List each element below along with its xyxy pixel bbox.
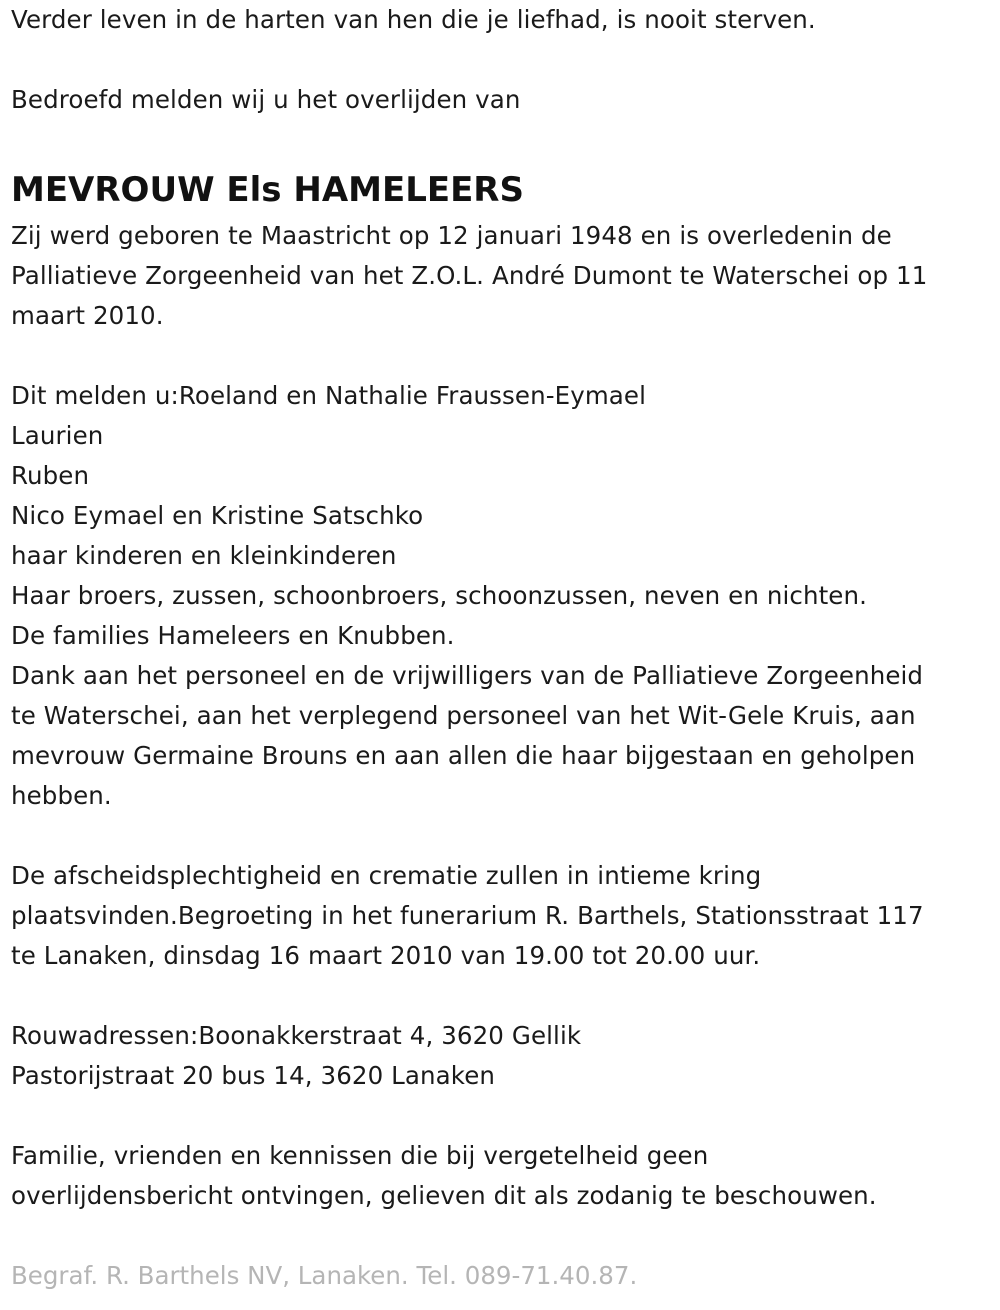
thanks-paragraph [11, 656, 996, 816]
announcement-text: Bedroefd melden wij u het overlijden van [11, 85, 521, 114]
family-line: Nico Eymael en Kristine Satschko [11, 501, 424, 530]
ceremony-line: te Lanaken, dinsdag 16 maart 2010 van 19.00 tot 20.00 uur. [11, 941, 761, 970]
closing-line: overlijdensbericht ontvingen, gelieven dit als zodanig te beschouwen. [11, 1181, 877, 1210]
thanks-line: hebben. [11, 781, 112, 810]
biography-paragraph [11, 216, 996, 336]
spacer [11, 976, 996, 1016]
family-section [11, 376, 996, 656]
biography-line: Zij werd geboren te Maastricht op 12 januari 1948 en is overledenin de [11, 221, 892, 250]
family-line: Laurien [11, 421, 104, 450]
spacer [11, 336, 996, 376]
closing-line: Familie, vrienden en kennissen die bij vergetelheid geen [11, 1141, 709, 1170]
thanks-line: Dank aan het personeel en de vrijwilligers van de Palliatieve Zorgeenheid [11, 661, 924, 690]
deceased-name-heading: MEVROUW Els HAMELEERS [11, 170, 524, 210]
thanks-line: mevrouw Germaine Brouns en aan allen die haar bijgestaan en geholpen [11, 741, 916, 770]
spacer [11, 816, 996, 856]
funeral-home-footer: Begraf. R. Barthels NV, Lanaken. Tel. 089-71.40.87. [11, 1261, 638, 1290]
address-line: Rouwadressen:Boonakkerstraat 4, 3620 Gellik [11, 1021, 582, 1050]
family-line: Dit melden u:Roeland en Nathalie Fraussen-Eymael [11, 381, 646, 410]
family-line: De families Hameleers en Knubben. [11, 621, 455, 650]
ceremony-line: plaatsvinden.Begroeting in het funerarium R. Barthels, Stationsstraat 117 [11, 901, 924, 930]
family-line: Ruben [11, 461, 90, 490]
closing-paragraph [11, 1136, 996, 1216]
biography-line: Palliatieve Zorgeenheid van het Z.O.L. André Dumont te Waterschei op 11 [11, 261, 928, 290]
addresses-section [11, 1016, 996, 1096]
thanks-line: te Waterschei, aan het verplegend personeel van het Wit-Gele Kruis, aan [11, 701, 916, 730]
family-line: Haar broers, zussen, schoonbroers, schoonzussen, neven en nichten. [11, 581, 867, 610]
biography-line: maart 2010. [11, 301, 164, 330]
ceremony-paragraph [11, 856, 996, 976]
spacer [11, 120, 996, 160]
spacer [11, 1096, 996, 1136]
spacer [11, 40, 996, 80]
ceremony-line: De afscheidsplechtigheid en crematie zullen in intieme kring [11, 861, 762, 890]
opening-quote: Verder leven in de harten van hen die je liefhad, is nooit sterven. [11, 5, 816, 34]
obituary-notice [11, 0, 996, 1296]
address-line: Pastorijstraat 20 bus 14, 3620 Lanaken [11, 1061, 496, 1090]
family-line: haar kinderen en kleinkinderen [11, 541, 397, 570]
